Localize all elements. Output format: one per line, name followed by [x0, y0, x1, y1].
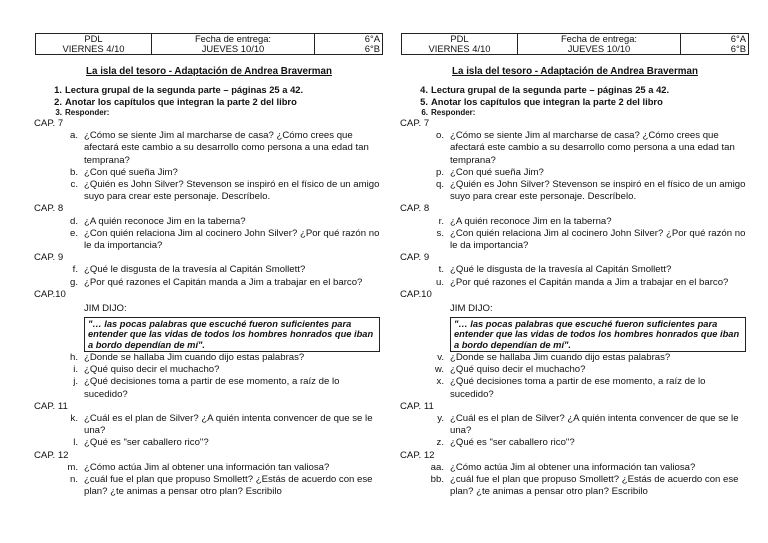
question-letter: f. [72, 264, 78, 276]
question [34, 437, 384, 449]
chapter-heading: CAP. 12 [34, 449, 69, 461]
question [400, 364, 750, 376]
task-text: Anotar los capítulos que integran la parte 2 del libro [431, 96, 663, 108]
question-letter: t. [438, 264, 444, 276]
question-line: plan? ¿te animas a pensar otro plan? Escribilo [84, 486, 282, 498]
question-letter: g. [69, 276, 78, 288]
worksheet-left [34, 33, 384, 498]
question [400, 130, 750, 167]
question [34, 413, 384, 437]
page-title: La isla del tesoro - Adaptación de Andrea Braverman [452, 66, 698, 77]
question-line: ¿Por qué razones el Capitán manda a Jim a trabajar en el barco? [84, 276, 363, 288]
question [34, 228, 384, 252]
question-line: ¿Qué le disgusta de la travesía al Capitán Smollett? [450, 264, 672, 276]
question-line: sucedido? [84, 388, 128, 400]
quote-box: "… las pocas palabras que escuché fueron suficientes para entender que las vidas de todos los hombres honrados que iban a bordo dependían de mí". [450, 317, 746, 352]
question-letter: b. [69, 166, 78, 178]
task-number: 5. [420, 96, 428, 108]
question [400, 413, 750, 437]
question [400, 216, 750, 228]
question-letter: r. [438, 215, 444, 227]
task-list [400, 84, 750, 118]
question [400, 474, 750, 498]
header-grade-b: 6°B [364, 43, 380, 54]
question-letter: z. [436, 437, 444, 449]
question-line: ¿Cómo actúa Jim al obtener una información tan valiosa? [450, 461, 696, 473]
header-table [401, 33, 749, 55]
question-line: ¿Donde se hallaba Jim cuando dijo estas palabras? [84, 352, 305, 364]
worksheet-right [400, 33, 750, 498]
question-letter: l. [73, 437, 78, 449]
chapter-heading: CAP. 7 [400, 117, 430, 129]
question-line: ¿Quién es John Silver? Stevenson se inspiró en el físico de un amigo [84, 178, 380, 190]
question-line: le da importancia? [84, 239, 163, 251]
question-line: ¿A quién reconoce Jim en la taberna? [84, 215, 246, 227]
task-item [400, 108, 750, 118]
chapter-heading: CAP. 9 [34, 252, 64, 264]
question-letter: p. [435, 166, 444, 178]
question-line: le da importancia? [450, 239, 529, 251]
question-letter: a. [69, 130, 78, 142]
question-line: ¿Qué es "ser caballero rico"? [84, 437, 209, 449]
question-letter: i. [73, 364, 78, 376]
question-line: una? [450, 425, 472, 437]
question [34, 352, 384, 364]
question [400, 376, 750, 400]
question-line: plan? ¿te animas a pensar otro plan? Escribilo [450, 486, 648, 498]
question [400, 228, 750, 252]
question [34, 130, 384, 167]
jim-said-label: JIM DIJO: [450, 302, 493, 314]
question-letter: c. [70, 178, 78, 190]
chapter-heading: CAP. 8 [34, 203, 64, 215]
question-line: afectará este cambio a su desarrollo como persona a una edad tan [450, 142, 735, 154]
chapter-heading: CAP.10 [34, 288, 66, 300]
question [400, 179, 750, 203]
question [34, 376, 384, 400]
question [34, 264, 384, 276]
question-line: ¿Por qué razones el Capitán manda a Jim a trabajar en el barco? [450, 276, 729, 288]
question-line: ¿Cómo se siente Jim al marcharse de casa? ¿Cómo crees que [450, 130, 719, 142]
question-letter: h. [69, 352, 78, 364]
question-line: ¿Qué decisiones toma a partir de ese momento, a raíz de lo [84, 376, 340, 388]
header-day: VIERNES 4/10 [62, 43, 125, 54]
task-item [34, 108, 384, 118]
question [400, 437, 750, 449]
task-number: 3. [55, 108, 62, 118]
question-letter: v. [437, 352, 444, 364]
question-letter: e. [69, 227, 78, 239]
question-line: ¿A quién reconoce Jim en la taberna? [450, 215, 612, 227]
task-text: Lectura grupal de la segunda parte – páginas 25 a 42. [65, 84, 304, 95]
question-letter: u. [435, 276, 444, 288]
question-letter: j. [73, 376, 78, 388]
question [34, 179, 384, 203]
question-line: ¿Con qué sueña Jim? [450, 166, 544, 178]
question-letter: q. [435, 178, 444, 190]
question-line: afectará este cambio a su desarrollo como persona a una edad tan [84, 142, 369, 154]
question-line: una? [84, 425, 106, 437]
question-line: ¿Qué quiso decir el muchacho? [450, 364, 586, 376]
question-line: ¿cuál fue el plan que propuso Smollett? ¿Estás de acuerdo con ese [84, 474, 373, 486]
header-grade-cell [681, 34, 749, 55]
question-line: sucedido? [450, 388, 494, 400]
question [400, 462, 750, 474]
question [400, 352, 750, 364]
chapter-heading: CAP. 8 [400, 203, 430, 215]
question-line: ¿Qué quiso decir el muchacho? [84, 364, 220, 376]
question [34, 364, 384, 376]
header-grade-cell [315, 34, 383, 55]
header-delivery-day: JUEVES 10/10 [201, 43, 265, 54]
header-grade-a: 6°A [730, 33, 746, 44]
question-letter: d. [69, 215, 78, 227]
task-number: 2. [54, 96, 62, 108]
question-line: suyo para crear este personaje. Descríbelo. [84, 191, 271, 203]
question-line: temprana? [84, 154, 130, 166]
question-line: suyo para crear este personaje. Descríbelo. [450, 191, 637, 203]
task-number: 6. [421, 108, 428, 118]
header-delivery-label: Fecha de entrega: [560, 33, 638, 44]
header-subject-cell [36, 34, 152, 55]
question-letter: aa. [430, 461, 444, 473]
question [34, 462, 384, 474]
task-text: Anotar los capítulos que integran la parte 2 del libro [65, 96, 297, 108]
header-subject: PDL [84, 33, 103, 44]
question-line: ¿Cuál es el plan de Silver? ¿A quién intenta convencer de que se le [450, 413, 739, 425]
task-item [400, 84, 750, 96]
question-line: ¿Qué decisiones toma a partir de ese momento, a raíz de lo [450, 376, 706, 388]
task-text: Responder: [65, 108, 110, 118]
task-item [400, 96, 750, 108]
question [34, 474, 384, 498]
question [400, 277, 750, 289]
question [34, 167, 384, 179]
question [34, 216, 384, 228]
chapter-heading: CAP. 7 [34, 117, 64, 129]
chapter-heading: CAP.10 [400, 288, 432, 300]
header-table [35, 33, 383, 55]
question-line: ¿cuál fue el plan que propuso Smollett? ¿Estás de acuerdo con ese [450, 474, 739, 486]
task-number: 1. [54, 84, 62, 95]
task-list [34, 84, 384, 118]
task-number: 4. [420, 84, 428, 95]
question-letter: y. [437, 413, 444, 425]
question-letter: m. [67, 461, 78, 473]
header-delivery-day: JUEVES 10/10 [567, 43, 631, 54]
chapter-heading: CAP. 9 [400, 252, 430, 264]
question-line: ¿Quién es John Silver? Stevenson se inspiró en el físico de un amigo [450, 178, 746, 190]
question-line: ¿Cómo se siente Jim al marcharse de casa? ¿Cómo crees que [84, 130, 353, 142]
question-letter: bb. [430, 474, 444, 486]
header-delivery-cell [518, 34, 681, 55]
task-item [34, 96, 384, 108]
header-grade-a: 6°A [364, 33, 380, 44]
question-line: temprana? [450, 154, 496, 166]
question-letter: s. [436, 227, 444, 239]
task-item [34, 84, 384, 96]
header-subject: PDL [450, 33, 469, 44]
task-text: Lectura grupal de la segunda parte – páginas 25 a 42. [431, 84, 670, 95]
quote-box: "… las pocas palabras que escuché fueron suficientes para entender que las vidas de todos los hombres honrados que iban a bordo dependían de mí". [84, 317, 380, 352]
question-line: ¿Qué le disgusta de la travesía al Capitán Smollett? [84, 264, 306, 276]
header-grade-b: 6°B [730, 43, 746, 54]
question-letter: n. [69, 474, 78, 486]
question-line: ¿Qué es "ser caballero rico"? [450, 437, 575, 449]
header-delivery-cell [152, 34, 315, 55]
question-letter: k. [70, 413, 78, 425]
question-letter: o. [435, 130, 444, 142]
question-letter: w. [434, 364, 444, 376]
question [400, 167, 750, 179]
question-line: ¿Donde se hallaba Jim cuando dijo estas palabras? [450, 352, 671, 364]
chapter-heading: CAP. 11 [400, 400, 434, 412]
chapter-heading: CAP. 11 [34, 400, 68, 412]
task-text: Responder: [431, 108, 476, 118]
question-line: ¿Con quién relaciona Jim al cocinero John Silver? ¿Por qué razón no [84, 227, 380, 239]
question-line: ¿Con qué sueña Jim? [84, 166, 178, 178]
question-line: ¿Con quién relaciona Jim al cocinero John Silver? ¿Por qué razón no [450, 227, 746, 239]
header-day: VIERNES 4/10 [428, 43, 491, 54]
chapter-heading: CAP. 12 [400, 449, 435, 461]
question-line: ¿Cómo actúa Jim al obtener una información tan valiosa? [84, 461, 330, 473]
page-title: La isla del tesoro - Adaptación de Andrea Braverman [86, 66, 332, 77]
question [400, 264, 750, 276]
question-line: ¿Cuál es el plan de Silver? ¿A quién intenta convencer de que se le [84, 413, 373, 425]
header-delivery-label: Fecha de entrega: [194, 33, 272, 44]
question-letter: x. [436, 376, 444, 388]
question [34, 277, 384, 289]
header-subject-cell [402, 34, 518, 55]
jim-said-label: JIM DIJO: [84, 302, 127, 314]
